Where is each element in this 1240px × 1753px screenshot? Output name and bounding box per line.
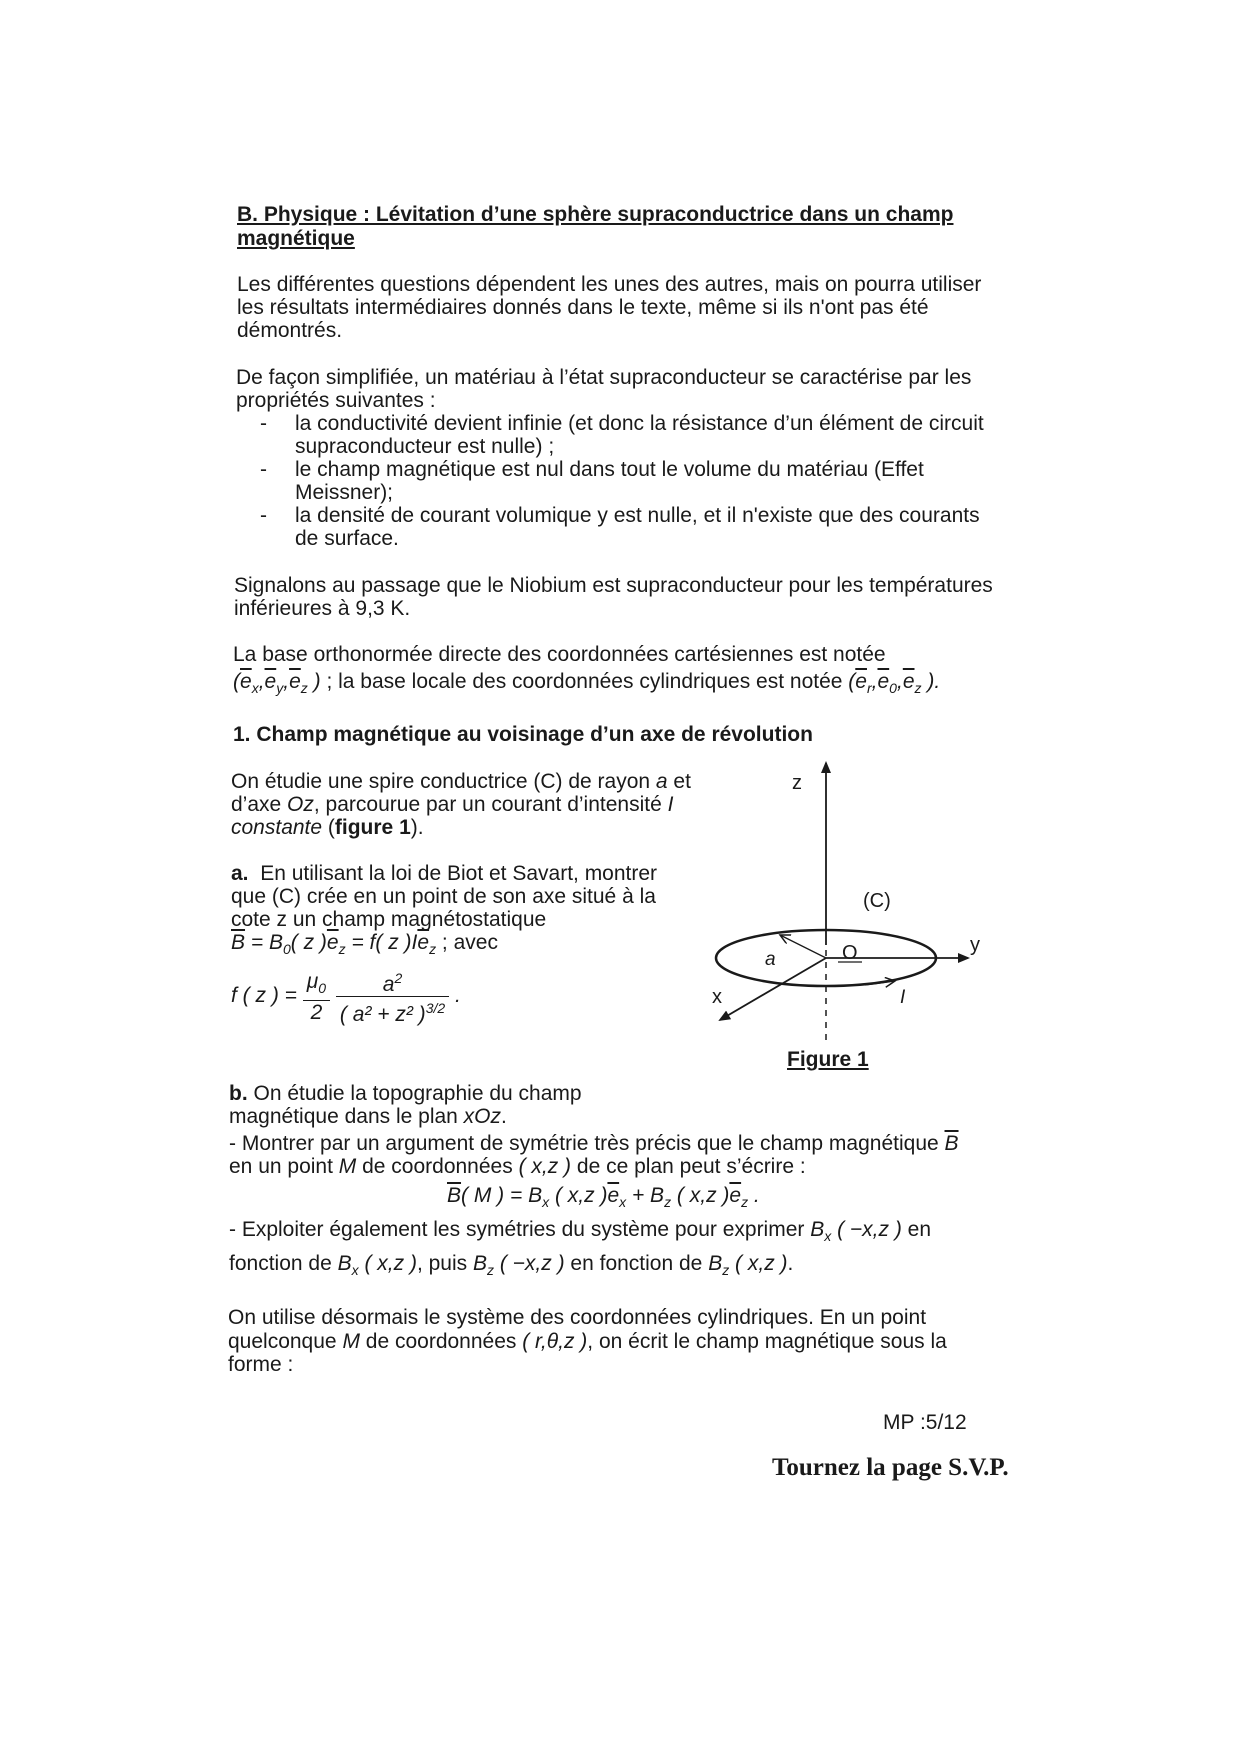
property-line: le champ magnétique est nul dans tout le volume du matériau (Effet (295, 458, 924, 481)
equation-b-of-m: $\overline{B}$( M ) = $B_x$ ( x,z )$\overline{e}_x + B_z$ ( x,z )$\overline{e}_z$ . (447, 1184, 760, 1211)
property-line: la densité de courant volumique y est nulle, et il n'existe que des courants (295, 504, 980, 527)
question-a: a. En utilisant la loi de Biot et Savart, montrer que (C) crée en un point de son axe situé à la cote z un champ magnétostatique $\overline{B} = B_0$( z )$\overline{e}_z = f$( z )$I\overline{e}_z$ ; avec f ( z ) = $\frac{\mu_0}{2}$ $\frac{a^2}{( a^2 + z^2 )^{3/2}}$ . (231, 862, 671, 1026)
list-dash: - (260, 504, 267, 527)
intro-p4-line-2 (233, 670, 940, 700)
intro-paragraph-3 (234, 574, 993, 620)
property-line: de surface. (295, 527, 399, 550)
page-number: MP :5/12 (883, 1411, 967, 1434)
intro-paragraph-1 (237, 273, 981, 342)
list-dash: - (260, 458, 267, 481)
property-item (260, 504, 984, 550)
section-1-heading: 1. Champ magnétique au voisinage d’un axe de révolution (233, 723, 813, 746)
intro-p2-line-2: propriétés suivantes : (236, 389, 436, 412)
question-b: b. On étudie la topographie du champ magnétique dans le plan xOz. - Montrer par un argument de symétrie très précis que le champ magnétique $\overline{B}$ en un point M de coordonnées ( x,z ) de ce plan peut s’écrire : $\overline{B}$( M ) = $B_x$ ( x,z )$\overline{e}_x + B_z$ ( x,z )$\overline{e}_z$ . - Exploiter également les symétries du système pour exprimer $B_x$ ( −x,z ) en fonction de $B_x$ ( x,z ), puis $B_z$ ( −x,z ) en fonction de $B_z$ ( x,z ). (229, 1082, 989, 1283)
label-x: x (712, 986, 722, 1008)
cylindrical-basis: ($\overline{e}_r,\overline{e}_0,\overline{e}_z$ ). (848, 670, 941, 697)
intro-p2-line-1: De façon simplifiée, un matériau à l’état supraconducteur se caractérise par les (236, 366, 972, 389)
label-c: (C) (863, 890, 891, 912)
turn-page-note: Tournez la page S.V.P. (772, 1454, 1009, 1481)
label-i: I (900, 987, 906, 1008)
label-a: a (765, 949, 776, 970)
properties-list (260, 412, 984, 550)
section-title-line-2: magnétique (237, 227, 355, 250)
property-item (260, 412, 984, 458)
label-z: z (792, 772, 802, 794)
equation-b-axis: $\overline{B} = B_0$( z )$\overline{e}_z = f$( z )$I\overline{e}_z$ ; avec (231, 931, 498, 958)
section-title (237, 203, 957, 251)
property-line: supraconducteur est nulle) ; (295, 435, 555, 458)
property-item (260, 458, 984, 504)
intro-p3-line-2: inférieures à 9,3 K. (234, 597, 411, 620)
question-b-label: b. (229, 1082, 248, 1105)
list-dash: - (260, 412, 267, 435)
equation-f-of-z: f ( z ) = $\frac{\mu_0}{2}$ $\frac{a^2}{( a^2 + z^2 )^{3/2}}$ . (231, 967, 671, 1026)
intro-p4-mid-text: ; la base locale des coordonnées cylindriques est notée (326, 670, 849, 693)
figure-1-diagram (700, 755, 1000, 1075)
figure-1-caption: Figure 1 (787, 1048, 869, 1071)
intro-p4-line-1: La base orthonormée directe des coordonnées cartésiennes est notée (233, 643, 886, 666)
intro-p1-line-3: démontrés. (237, 319, 343, 342)
label-y: y (970, 934, 980, 956)
final-paragraph: On utilise désormais le système des coordonnées cylindriques. En un point quelconque M de coordonnées ( r,θ,z ), on écrit le champ magnétique sous la forme : (228, 1306, 947, 1376)
intro-p3-line-1: Signalons au passage que le Niobium est supraconducteur pour les températures (234, 574, 993, 597)
cartesian-basis: ($\overline{e}_x,\overline{e}_y,\overline{e}_z$ ) (233, 670, 321, 697)
intro-paragraph-4 (233, 643, 940, 700)
property-line: Meissner); (295, 481, 394, 504)
property-line: la conductivité devient infinie (et donc la résistance d’un élément de circuit (295, 412, 984, 435)
radius-arrow (780, 935, 826, 958)
question-a-label: a. (231, 862, 249, 885)
intro-p1-line-1: Les différentes questions dépendent les unes des autres, mais on pourra utiliser (237, 273, 982, 296)
intro-paragraph-2 (236, 366, 971, 412)
intro-p1-line-2: les résultats intermédiaires donnés dans le texte, même si ils n'ont pas été (237, 296, 929, 319)
label-o: O (842, 942, 858, 964)
section-title-line-1: B. Physique : Lévitation d’une sphère supraconductrice dans un champ (237, 203, 954, 226)
section-1-paragraph: On étudie une spire conductrice (C) de rayon a et d’axe Oz, parcourue par un courant d’intensité I constante (figure 1). (231, 770, 691, 839)
